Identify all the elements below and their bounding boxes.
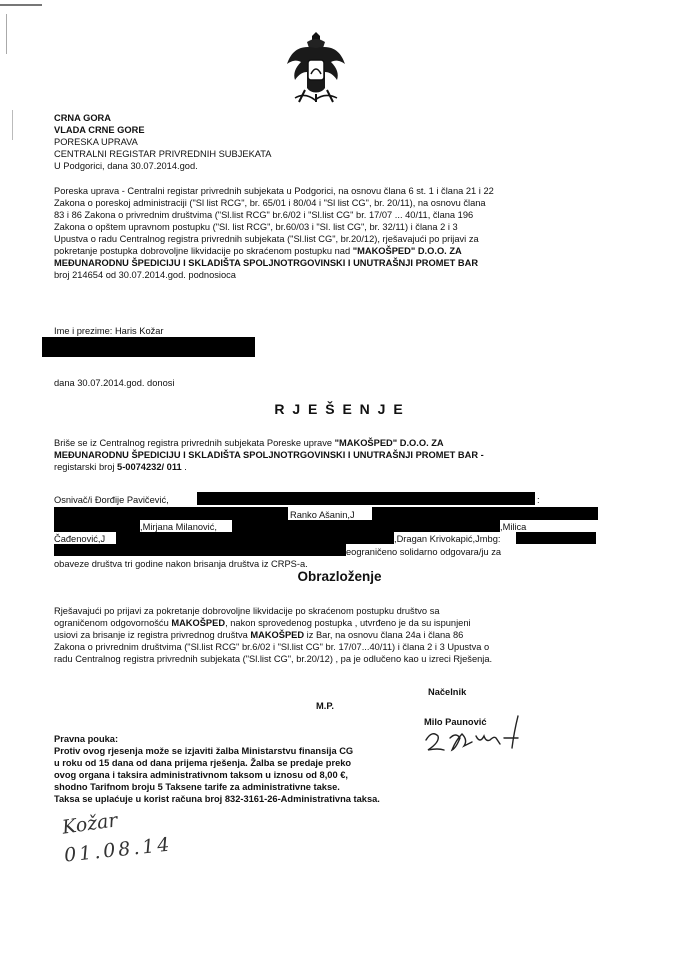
handwritten-signature xyxy=(420,712,530,762)
scan-mark xyxy=(6,14,7,54)
founders-line: obaveze društva tri godine nakon brisanja društva iz CRPS-a. xyxy=(54,559,308,569)
intro-line: Zakona o opštem upravnom postupku ("Sl. list RCG", br.60/03 i "Sl. list CG", br. 32/11) i člana 2 i 3 xyxy=(54,222,458,232)
redaction-bar xyxy=(197,492,535,505)
decision-line xyxy=(54,437,444,450)
redaction-bar xyxy=(372,507,598,520)
redaction-bar xyxy=(54,507,288,520)
legal-notice-line: Protiv ovog rjesenja može se izjaviti žalba Ministarstvu finansija CG xyxy=(54,746,354,756)
redaction-bar xyxy=(116,532,394,544)
reasoning-line: Zakona o privrednim društvima ("Sl.list RCG" br.6/02 i "Sl.list CG" br. 17/07...40/11) i člana 2 i 3 Upustva o xyxy=(54,642,490,652)
redaction-bar xyxy=(54,520,140,532)
reasoning-line xyxy=(54,617,471,630)
registration-suffix: . xyxy=(181,462,187,472)
intro-line: broj 214654 od 30.07.2014.god. podnosioca xyxy=(54,270,236,280)
reasoning-text: iz Bar, na osnovu člana 24a i člana 86 xyxy=(304,630,464,640)
company-name: "MAKOŠPED" D.O.O. ZA xyxy=(334,438,444,448)
legal-notice-line: ovog organa i taksira administrativnom taksom u iznosu od 8,00 €, xyxy=(54,770,348,780)
redaction-bar xyxy=(232,520,500,532)
header-line-tax-office: PORESKA UPRAVA xyxy=(54,137,138,147)
founders-line: : xyxy=(537,495,540,505)
redaction-bar xyxy=(516,532,596,544)
intro-line: 83 i 86 Zakona o privrednim društvima ("Sl.list RCG" br.6/02 i "Sl.list CG" br. 17/07 ... 40/11, člana 196 xyxy=(54,210,474,220)
applicant-name: Ime i prezime: Haris Kožar xyxy=(54,326,164,336)
legal-notice-line: Taksa se uplaćuje u korist računa broj 832-3161-26-Administrativna taksa. xyxy=(54,794,380,804)
scan-mark xyxy=(12,110,13,140)
signatory-name: Milo Paunović xyxy=(424,717,487,727)
founders-line: Osnivač/i Đorđije Pavičević, xyxy=(54,495,169,505)
reasoning-title: Obrazloženje xyxy=(297,569,382,584)
registration-label: registarski broj xyxy=(54,462,118,472)
reasoning-text: , nakon sprovedenog postupka , utvrđeno je da su ispunjeni xyxy=(225,618,471,628)
company-name: MAKOŠPED xyxy=(250,630,305,640)
reasoning-line: Rješavajući po prijavi za pokretanje dobrovoljne likvidacije po skraćenom postupku društvo sa xyxy=(54,606,440,616)
intro-line: Upustva o radu Centralnog registra privrednih subjekata ("Sl.list CG", br.20/12), rješavajući po prijavi za xyxy=(54,234,479,244)
header-line-date: U Podgorici, dana 30.07.2014.god. xyxy=(54,161,198,171)
founders-line: ,Dragan Krivokapić,Jmbg: xyxy=(394,534,501,544)
company-name-full: MEĐUNARODNU ŠPEDICIJU I SKLADIŠTA SPOLJNOTRGOVINSKI I UNUTRAŠNJI PROMET BAR - xyxy=(54,450,484,460)
header-line-country: CRNA GORA xyxy=(54,113,111,123)
redaction-bar xyxy=(54,544,346,556)
founders-line: Čađenović,J xyxy=(54,534,106,544)
intro-line: Poreska uprava - Centralni registar privrednih subjekata u Podgorici, na osnovu člana 6 st. 1 i člana 21 i 22 xyxy=(54,186,494,196)
handwritten-date: 01.08.14 xyxy=(63,833,174,867)
handwritten-name: Kožar xyxy=(60,809,119,839)
decision-date-line: dana 30.07.2014.god. donosi xyxy=(54,378,175,388)
company-name: MAKOŠPED xyxy=(171,618,226,628)
reasoning-text: usiovi za brisanje iz registra privrednog društva xyxy=(54,630,251,640)
company-name: "MAKOŠPED" D.O.O. ZA xyxy=(352,246,462,256)
redaction-bar xyxy=(42,337,255,357)
legal-notice-title: Pravna pouka: xyxy=(54,734,119,744)
stamp-placeholder: M.P. xyxy=(316,701,334,711)
founders-line: ,Mirjana Milanović, xyxy=(140,522,217,532)
registration-number: 5-0074232/ 011 xyxy=(117,462,182,472)
intro-line xyxy=(54,245,462,258)
header-line-government: VLADA CRNE GORE xyxy=(54,125,145,135)
header-line-registry: CENTRALNI REGISTAR PRIVREDNIH SUBJEKATA xyxy=(54,149,272,159)
registration-number-line xyxy=(54,461,187,474)
decision-text: Briše se iz Centralnog registra privrednih subjekata Poreske uprave xyxy=(54,438,335,448)
reasoning-line xyxy=(54,629,463,642)
signatory-title: Načelnik xyxy=(428,687,467,697)
reasoning-line: radu Centralnog registra privrednih subjekata ("Sl.list CG", br.20/12) , pa je odlučeno kao u izreci Rješenja. xyxy=(54,654,493,664)
reasoning-text: ograničenom odgovornošću xyxy=(54,618,172,628)
scan-mark xyxy=(0,4,42,6)
founders-line: Ranko Ašanin,J xyxy=(290,510,355,520)
decision-title: R J E Š E N J E xyxy=(274,401,405,417)
intro-line: Zakona o poreskoj administraciji ("Sl list RCG", br. 65/01 i 80/04 i "Sl list CG", br. 20/11), na osnovu člana xyxy=(54,198,486,208)
coat-of-arms-emblem xyxy=(285,28,347,106)
founders-line: ,Milica xyxy=(500,522,527,532)
intro-text: pokretanje postupka dobrovoljne likvidacije po skraćenom postupku nad xyxy=(54,246,353,256)
company-name-full: MEĐUNARODNU ŠPEDICIJU I SKLADIŠTA SPOLJNOTRGOVINSKI I UNUTRAŠNJI PROMET BAR xyxy=(54,258,479,268)
founders-line: eograničeno solidarno odgovara/ju za xyxy=(346,547,502,557)
legal-notice-line: u roku od 15 dana od dana prijema rješenja. Žalba se predaje preko xyxy=(54,758,352,768)
legal-notice-line: shodno Tarifnom broju 5 Taksene tarife za administrativne takse. xyxy=(54,782,340,792)
